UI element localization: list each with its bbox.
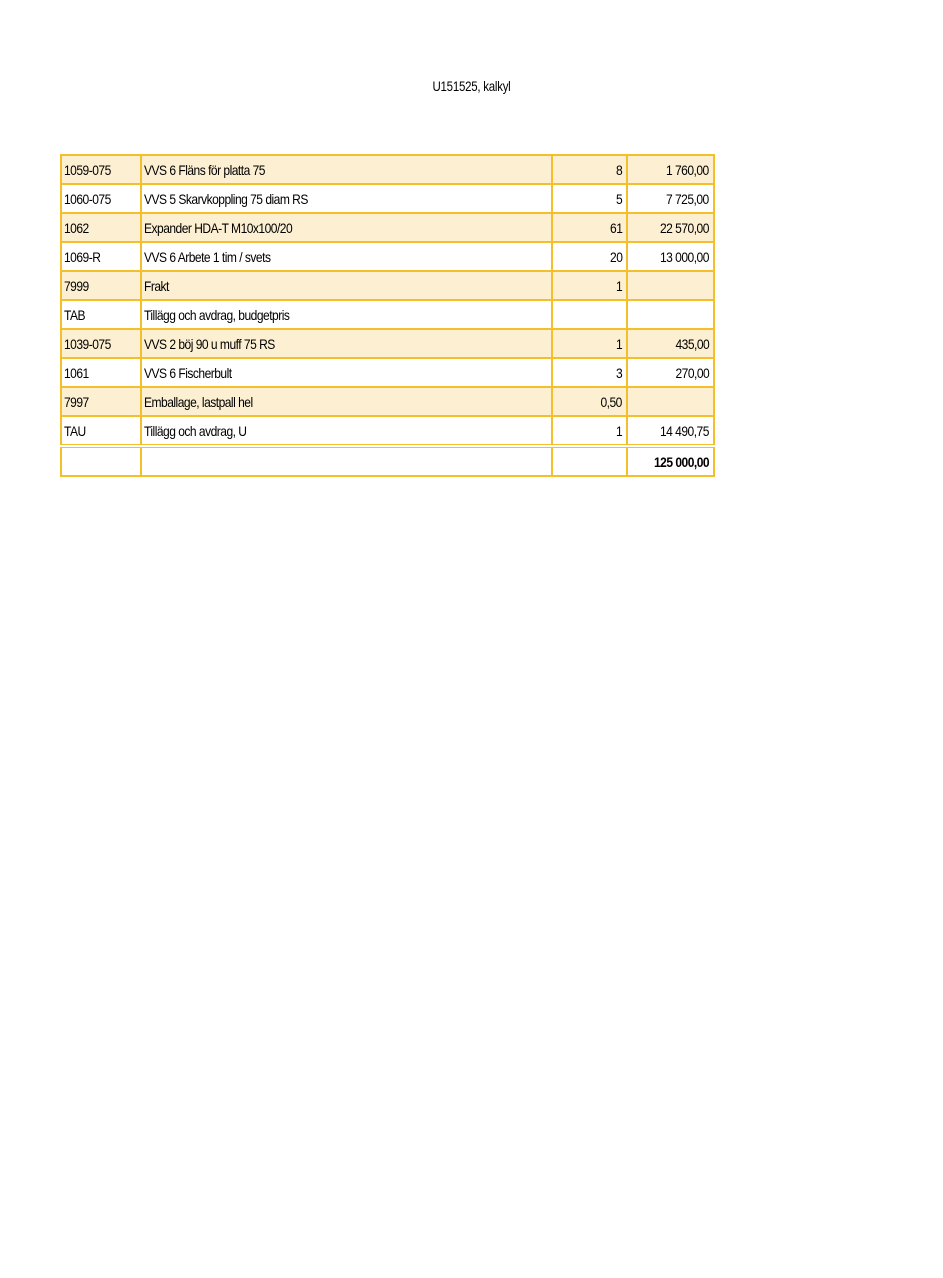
item-code: TAU: [61, 416, 141, 446]
item-description: Expander HDA-T M10x100/20: [141, 213, 552, 242]
item-code: TAB: [61, 300, 141, 329]
item-code: 1069-R: [61, 242, 141, 271]
item-quantity: 20: [552, 242, 627, 271]
item-quantity: 0,50: [552, 387, 627, 416]
table-row: [61, 416, 714, 446]
table-row: [61, 358, 714, 387]
item-code: 1062: [61, 213, 141, 242]
table-row: [61, 155, 714, 184]
item-quantity: 5: [552, 184, 627, 213]
item-amount: 22 570,00: [627, 213, 714, 242]
table-row: [61, 329, 714, 358]
item-quantity: 3: [552, 358, 627, 387]
calculation-table: [60, 154, 715, 477]
item-amount: [627, 271, 714, 300]
total-description-cell: [141, 446, 552, 476]
item-code: 1039-075: [61, 329, 141, 358]
item-amount: 13 000,00: [627, 242, 714, 271]
item-quantity: 61: [552, 213, 627, 242]
table-row: [61, 300, 714, 329]
table-row: [61, 271, 714, 300]
item-description: Emballage, lastpall hel: [141, 387, 552, 416]
table-row: [61, 387, 714, 416]
total-amount: 125 000,00: [627, 446, 714, 476]
item-description: VVS 6 Fläns för platta 75: [141, 155, 552, 184]
table-row: [61, 242, 714, 271]
item-quantity: [552, 300, 627, 329]
item-description: VVS 2 böj 90 u muff 75 RS: [141, 329, 552, 358]
item-code: 7997: [61, 387, 141, 416]
item-description: VVS 6 Fischerbult: [141, 358, 552, 387]
table-row: [61, 213, 714, 242]
item-description: Frakt: [141, 271, 552, 300]
table-row: [61, 184, 714, 213]
item-description: VVS 5 Skarvkoppling 75 diam RS: [141, 184, 552, 213]
item-amount: 14 490,75: [627, 416, 714, 446]
item-quantity: 8: [552, 155, 627, 184]
item-description: Tillägg och avdrag, budgetpris: [141, 300, 552, 329]
item-amount: 1 760,00: [627, 155, 714, 184]
item-amount: 435,00: [627, 329, 714, 358]
item-quantity: 1: [552, 329, 627, 358]
item-code: 1060-075: [61, 184, 141, 213]
item-description: Tillägg och avdrag, U: [141, 416, 552, 446]
item-quantity: 1: [552, 416, 627, 446]
item-code: 7999: [61, 271, 141, 300]
page-title: U151525, kalkyl: [432, 78, 511, 94]
total-code-cell: [61, 446, 141, 476]
item-amount: [627, 300, 714, 329]
item-amount: 7 725,00: [627, 184, 714, 213]
item-amount: [627, 387, 714, 416]
item-quantity: 1: [552, 271, 627, 300]
calculation-table-container: [60, 154, 713, 477]
item-description: VVS 6 Arbete 1 tim / svets: [141, 242, 552, 271]
item-code: 1061: [61, 358, 141, 387]
total-quantity-cell: [552, 446, 627, 476]
item-amount: 270,00: [627, 358, 714, 387]
item-code: 1059-075: [61, 155, 141, 184]
total-row: [61, 446, 714, 476]
